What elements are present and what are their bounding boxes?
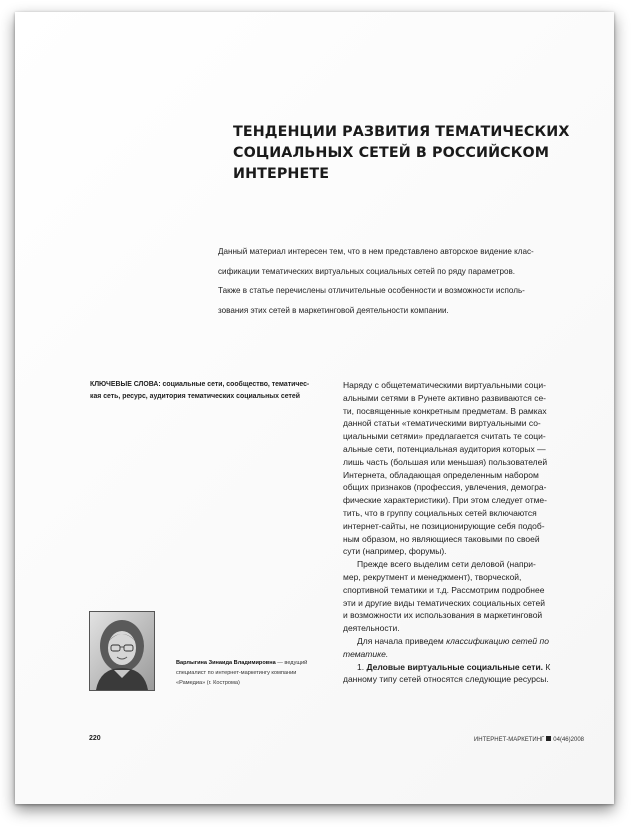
page-number: 220 xyxy=(89,735,101,742)
square-bullet-icon xyxy=(546,736,551,741)
body-line: деятельности. xyxy=(343,623,400,634)
lead-line: сификации тематических виртуальных социальных сетей по ряду параметров. xyxy=(218,266,516,276)
running-footer xyxy=(474,736,584,743)
body-line: данному типу сетей относятся следующие ресурсы. xyxy=(343,674,549,685)
body-line: мер, рекрутмент и менеджмент), творческой, xyxy=(343,571,522,582)
body-line: циальными сетями» предлагается считать те соци- xyxy=(343,431,546,442)
body-line xyxy=(343,648,593,661)
list-number: 1. xyxy=(357,661,367,672)
body-line: альными сетями в Рунете активно развиваются се- xyxy=(343,392,546,403)
body-italic: классификацию сетей по xyxy=(446,635,549,646)
issue-number: 04(46)2008 xyxy=(553,737,584,743)
body-line: ти, посвященные конкретным предметам. В рамках xyxy=(343,405,547,416)
author-role: — ведущий xyxy=(275,660,308,666)
lead-line: Также в статье перечислены отличительные особенности и возможности исполь- xyxy=(218,286,525,296)
author-portrait-icon xyxy=(90,612,154,690)
body-line: Интернета, обладающая определенным набором xyxy=(343,469,539,480)
body-line xyxy=(343,661,593,674)
body-text: К xyxy=(543,661,551,672)
body-line: сути (например, форумы). xyxy=(343,546,447,557)
body-line: общих признаков (профессия, увлечения, демогра- xyxy=(343,482,547,493)
lead-line: Данный материал интересен тем, что в нем представлено авторское видение клас- xyxy=(218,247,534,256)
journal-name: ИНТЕРНЕТ-МАРКЕТИНГ xyxy=(473,737,545,743)
lead-line: зования этих сетей в маркетинговой деятельности компании. xyxy=(218,305,449,315)
author-name: Варлыгина Зинаида Владимировна xyxy=(176,660,276,666)
body-line xyxy=(343,635,593,648)
article-body xyxy=(343,379,593,686)
body-text: Для начала приведем xyxy=(357,635,447,646)
keywords-block xyxy=(90,379,326,402)
body-line: эти и другие виды тематических социальных сетей xyxy=(343,597,545,608)
title-line: ТЕНДЕНЦИИ РАЗВИТИЯ ТЕМАТИЧЕСКИХ xyxy=(233,124,570,140)
keywords-line: кая сеть, ресурс, аудитория тематических социальных сетей xyxy=(90,392,300,400)
body-line: спортивной тематики и т.д. Рассмотрим подробнее xyxy=(343,584,545,595)
body-line: лишь часть (большая или меньшая) пользователей xyxy=(343,456,548,467)
body-line: интернет-сайты, не позиционирующие себя подоб- xyxy=(343,520,545,531)
body-bold: Деловые виртуальные социальные сети. xyxy=(366,661,544,672)
body-line: данной статьи «тематическими виртуальными со- xyxy=(343,418,541,429)
author-photo xyxy=(89,611,155,691)
body-italic-cont: тематике. xyxy=(343,648,389,659)
title-line: СОЦИАЛЬНЫХ СЕТЕЙ В РОССИЙСКОМ xyxy=(233,145,550,161)
author-role-line: «Рамедиа» (г. Кострома) xyxy=(176,680,240,686)
body-line: Прежде всего выделим сети деловой (напри- xyxy=(357,559,536,570)
body-line: фические характеристики). При этом следует отме- xyxy=(343,495,547,506)
body-line: тить, что в группу социальных сетей включаются xyxy=(343,507,537,518)
author-role-line: специалист по интернет-маркетингу компании xyxy=(176,670,297,676)
article-lead xyxy=(218,242,590,320)
body-line: ным образом, но являющиеся таковыми по своей xyxy=(343,533,540,544)
body-line: альные сети, потенциальная аудитория которых — xyxy=(343,443,546,454)
body-line: Наряду с общетематическими виртуальными соци- xyxy=(343,380,546,390)
title-line: ИНТЕРНЕТЕ xyxy=(233,166,330,182)
article-title xyxy=(233,122,573,185)
keywords-line: КЛЮЧЕВЫЕ СЛОВА: социальные сети, сообщество, тематичес- xyxy=(90,381,310,388)
body-line: и возможности их использования в маркетинговой xyxy=(343,610,543,621)
author-caption xyxy=(176,658,322,688)
